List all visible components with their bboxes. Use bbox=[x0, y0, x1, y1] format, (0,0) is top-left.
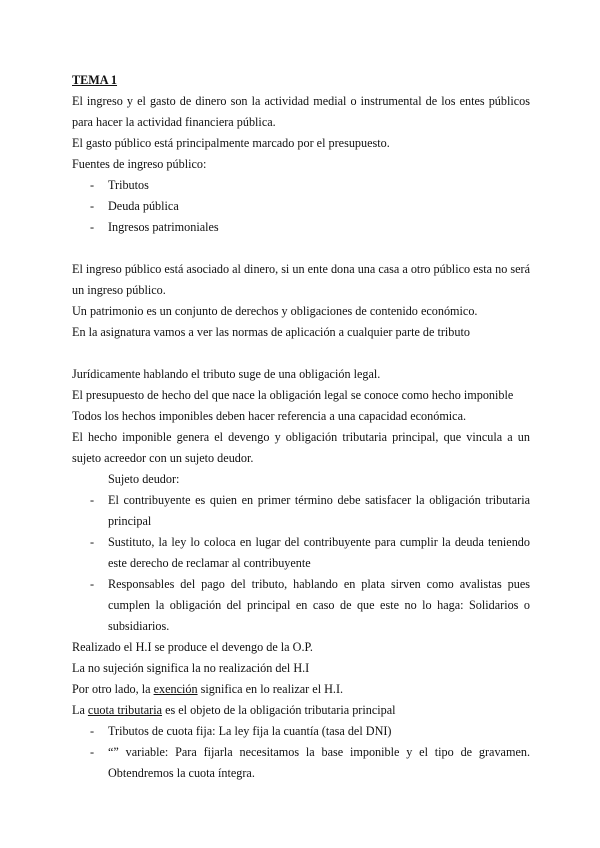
paragraph-no-sujecion: La no sujeción significa la no realización del H.I bbox=[72, 661, 310, 675]
document-title: TEMA 1 bbox=[72, 73, 118, 87]
document-content bbox=[72, 70, 530, 784]
spacer bbox=[72, 343, 530, 364]
list-item: - El contribuyente es quien en primer término debe satisfacer la obligación tributaria principal bbox=[72, 490, 530, 532]
dash-bullet: - bbox=[90, 577, 95, 591]
spacer bbox=[72, 238, 530, 259]
dash-bullet: - bbox=[90, 220, 95, 234]
paragraph-capacidad-economica: Todos los hechos imponibles deben hacer referencia a una capacidad económica. bbox=[72, 409, 467, 423]
sujeto-deudor-label: Sujeto deudor: bbox=[108, 472, 180, 486]
list-item: - Deuda pública bbox=[72, 196, 530, 217]
paragraph-ingreso-dinero: El ingreso público está asociado al dinero, si un ente dona una casa a otro público esta no será un ingreso público. bbox=[72, 262, 530, 297]
list-item: - Tributos bbox=[72, 175, 530, 196]
sujetos-list bbox=[72, 490, 530, 637]
dash-bullet: - bbox=[90, 724, 95, 738]
paragraph-actividad-financiera: El ingreso y el gasto de dinero son la actividad medial o instrumental de los entes públicos para hacer la actividad financiera pública. bbox=[72, 94, 530, 129]
dash-bullet: - bbox=[90, 493, 95, 507]
paragraph-patrimonio: Un patrimonio es un conjunto de derechos y obligaciones de contenido económico. bbox=[72, 304, 478, 318]
list-item: - Tributos de cuota fija: La ley fija la cuantía (tasa del DNI) bbox=[72, 721, 530, 742]
paragraph-cuota-tributaria: La cuota tributaria es el objeto de la obligación tributaria principal bbox=[72, 703, 396, 717]
fuentes-list bbox=[72, 175, 530, 238]
paragraph-realizado-hi: Realizado el H.I se produce el devengo de la O.P. bbox=[72, 640, 313, 654]
list-item: - Ingresos patrimoniales bbox=[72, 217, 530, 238]
paragraph-fuentes-heading: Fuentes de ingreso público: bbox=[72, 157, 207, 171]
paragraph-hecho-imponible: El presupuesto de hecho del que nace la obligación legal se conoce como hecho imponible bbox=[72, 388, 514, 402]
cuota-tributaria-term: cuota tributaria bbox=[87, 703, 163, 717]
list-item: - Responsables del pago del tributo, hablando en plata sirven como avalistas pues cumplen la obligación del principal en caso de que este no lo haga: Solidarios o subsidiarios. bbox=[72, 574, 530, 637]
exencion-term: exención bbox=[153, 682, 198, 696]
cuotas-list bbox=[72, 721, 530, 784]
paragraph-exencion: Por otro lado, la exención significa en lo realizar el H.I. bbox=[72, 682, 344, 696]
list-item: - Sustituto, la ley lo coloca en lugar del contribuyente para cumplir la deuda teniendo este derecho de reclamar al contribuyente bbox=[72, 532, 530, 574]
paragraph-gasto-publico: El gasto público está principalmente marcado por el presupuesto. bbox=[72, 136, 390, 150]
dash-bullet: - bbox=[90, 199, 95, 213]
dash-bullet: - bbox=[90, 535, 95, 549]
paragraph-devengo: El hecho imponible genera el devengo y obligación tributaria principal, que vincula a un sujeto acreedor con un sujeto deudor. bbox=[72, 430, 530, 465]
dash-bullet: - bbox=[90, 745, 95, 759]
dash-bullet: - bbox=[90, 178, 95, 192]
paragraph-obligacion-legal: Jurídicamente hablando el tributo suge de una obligación legal. bbox=[72, 367, 381, 381]
paragraph-asignatura: En la asignatura vamos a ver las normas de aplicación a cualquier parte de tributo bbox=[72, 325, 470, 339]
list-item: - “” variable: Para fijarla necesitamos la base imponible y el tipo de gravamen. Obtendremos la cuota íntegra. bbox=[72, 742, 530, 784]
